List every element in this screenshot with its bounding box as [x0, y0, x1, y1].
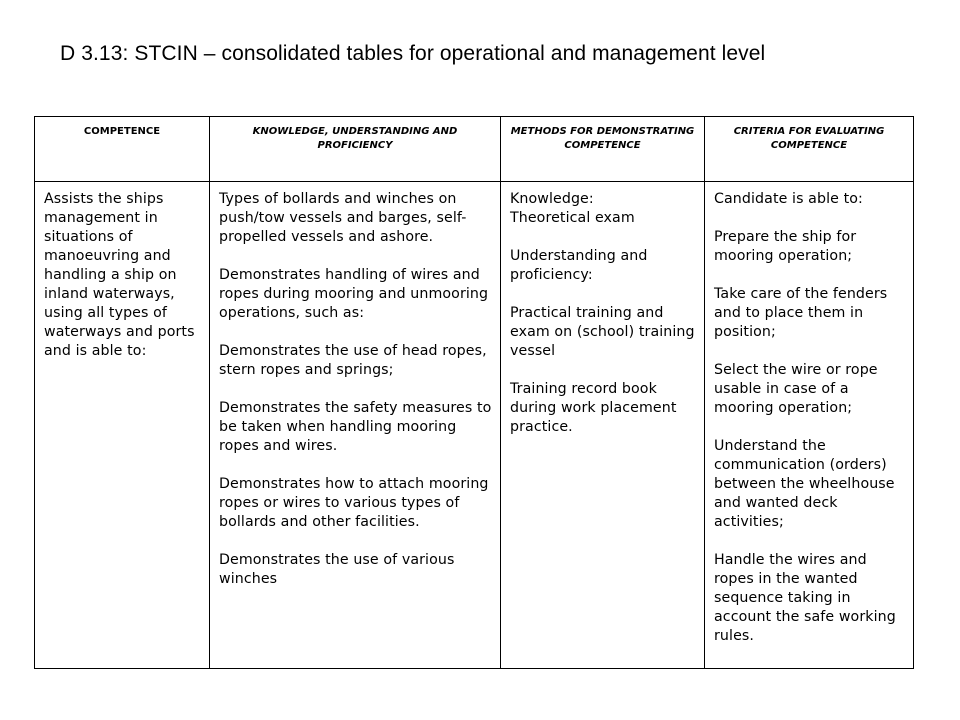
table-header-row [35, 117, 914, 182]
criteria-paragraph: Candidate is able to: [714, 191, 863, 207]
header-competence: COMPETENCE [35, 117, 210, 182]
knowledge-paragraph: Types of bollards and winches on push/tow vessels and barges, self-propelled vessels and ashore. [219, 191, 467, 245]
knowledge-paragraph: Demonstrates how to attach mooring ropes or wires to various types of bollards and other facilities. [219, 476, 489, 530]
criteria-paragraph: Handle the wires and ropes in the wanted sequence taking in account the safe working rules. [714, 552, 896, 644]
cell-methods [501, 182, 705, 669]
header-criteria: CRITERIA FOR EVALUATING COMPETENCE [705, 117, 914, 182]
methods-paragraph: Practical training and exam on (school) training vessel [510, 305, 695, 359]
cell-criteria [705, 182, 914, 669]
methods-paragraph: Understanding and proficiency: [510, 248, 648, 283]
header-knowledge: KNOWLEDGE, UNDERSTANDING AND PROFICIENCY [210, 117, 501, 182]
competence-text: Assists the ships management in situations of manoeuvring and handling a ship on inland waterways, using all types of waterways and ports [44, 191, 195, 340]
methods-text: Theoretical exam [510, 210, 635, 226]
knowledge-paragraph: Demonstrates the safety measures to be taken when handling mooring ropes and wires. [219, 400, 492, 454]
cell-knowledge [210, 182, 501, 669]
methods-paragraph: Training record book during work placement practice. [510, 381, 677, 435]
knowledge-paragraph: Demonstrates handling of wires and ropes during mooring and unmooring operations, such as: [219, 267, 489, 321]
criteria-paragraph: Take care of the fenders and to place them in position; [714, 286, 888, 340]
competence-table [34, 116, 914, 669]
table-row [35, 182, 914, 669]
knowledge-paragraph: Demonstrates the use of various winches [219, 552, 455, 587]
page-title: D 3.13: STCIN – consolidated tables for operational and management level [60, 42, 766, 65]
header-methods: METHODS FOR DEMONSTRATING COMPETENCE [501, 117, 705, 182]
knowledge-paragraph: Demonstrates the use of head ropes, stern ropes and springs; [219, 343, 487, 378]
cell-competence [35, 182, 210, 669]
methods-text: Knowledge: [510, 191, 594, 207]
competence-text: and is able to: [44, 343, 147, 359]
criteria-paragraph: Understand the communication (orders) between the wheelhouse and wanted deck activities; [714, 438, 895, 530]
methods-paragraph [510, 190, 696, 228]
criteria-paragraph: Prepare the ship for mooring operation; [714, 229, 857, 264]
criteria-paragraph: Select the wire or rope usable in case of a mooring operation; [714, 362, 878, 416]
